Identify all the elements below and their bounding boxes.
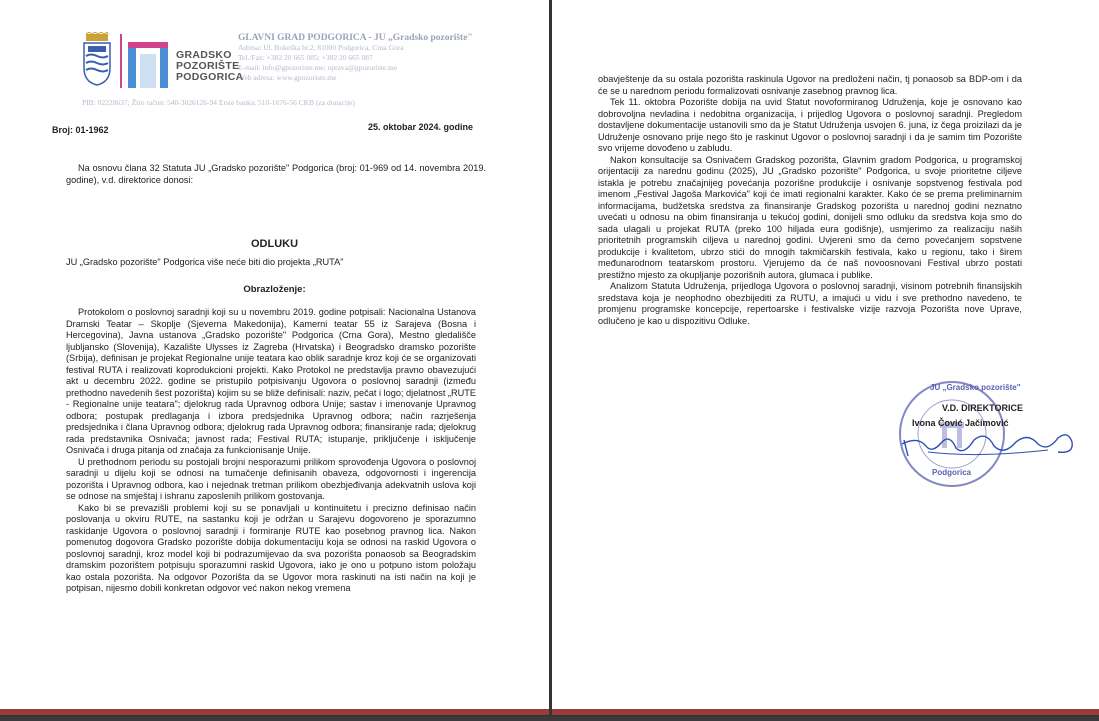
paragraph: Analizom Statuta Udruženja, prijedloga Ugovora o poslovnoj saradnji, visinom potrebnih finansijskih sredstava koja je neophodno obezbijediti za RUTU, a imajući u vidu i sve prethodno navedeno, te promjenu programske koncepcije, repertoarske i festivalske vizije razvoja Pozorišta nove Uprave, odlučeno je kao u dispozitivu Odluke. <box>598 281 1022 326</box>
stamp-bottom-text: Podgorica <box>932 468 972 477</box>
paragraph: Tek 11. oktobra Pozorište dobija na uvid Statut novoformiranog Udruženja, koje je osnovano kao dobrovoljna nevladina i nedobitna organizacija, i prijedlog Ugovora o poslovnoj saradnji. Pregledom dostavljene dokumentacije ustanovili smo da je Statut Udruženja usvojen 6. juna, iz čega proizilazi da je Udruženje osnovano prije nego što je raskinut Ugovor o poslovnoj saradnji i da je samim tim Pozorište svo vrijeme dovođeno u zabludu. <box>598 97 1022 153</box>
paragraph: obavještenje da su ostala pozorišta raskinula Ugovor na predloženi način, tj ponaosob sa BDP-om i da će se u narednom periodu formalizovati osnivanje zasebnog pravnog lica. <box>598 74 1022 96</box>
signatory-name: Ivona Čović Jačimović <box>912 418 1009 428</box>
letterhead-web: Web adresa: www.gpozoriste.me <box>238 73 337 82</box>
page2-body <box>598 74 1022 327</box>
letterhead-bank: PIB: 02228637; Žiro račun: 540-3026126-94 Erste banka; 510-1676-56 CKB (za donacije) <box>82 98 355 107</box>
letterhead-info <box>238 33 528 83</box>
page-title: ODLUKU <box>250 238 299 250</box>
intro-text: Na osnovu člana 32 Statuta JU „Gradsko pozorište" Podgorica (broj: 01-969 od 14. novembra 2019. godine), v.d. direktorice donosi: <box>66 163 486 185</box>
paragraph: Protokolom o poslovnoj saradnji koji su u novembru 2019. godine potpisali: Nacionalna Ustanova Dramski Teatar – Skoplje (Sjeverna Makedonija), Kamerni teatar 55 iz Sarajeva (Bosna i Hercegovina), Javna ustanova „Gradsko pozorište" Podgorica (Crna Gora), Mestno gledališče ljubljansko (Slovenija), Kazalište Ulysses iz Zagreba (Hrvatska) i Beogradsko dramsko pozorište (Srbija), definisan je projekat Regionalne unije teatara kao oblik saradnje kroz koji će se organizovati festival RUTA i realizovati koprodukcioni projekti. Kako Protokol ne predstavlja pravno obavezujući akt u decembru 2022. godine se pristupilo potpisivanju Ugovora o poslovnoj saradnji (između prethodno navedenih šest pozorišta) kojim su se bliže definisali: naziv, pečat i logo; djelatnost „RUTE - Regionalne unije teatara"; djelokrug rada Upravnog odbora Unije; sastav i imenovanje Upravnog odbora; postupak predlaganja i izbora predsjednika Upravnog odbora; način razrješenja predsjednika i člana Upravnog odbora; djelokrug rada Upravnog odbora; finansiranje rada; djelokrug rada predstavnika Osnivača; javnost rada; Festival RUTA; istupanje, priključenje i isključenje Osnivača i druga pitanja od značaja za funkcionisanje Unije. <box>66 307 476 455</box>
letterhead-org: GLAVNI GRAD PODGORICA - JU „Gradsko pozorište" <box>238 33 473 43</box>
logo-line-1: GRADSKO <box>176 49 232 61</box>
paragraph: U prethodnom periodu su postojali brojni nesporazumi prilikom sprovođenja Ugovora o poslovnoj saradnji u dijelu koji se odnosi na tumačenje definisanih obaveza, odgovornosti i ingerencija pozorišta i Upravnog odbora, kao i nejednak tretman prilikom obezbjeđivanja adekvatnih uslova koji se odnose na smještaj i ishranu zaposlenih prilikom gostovanja. <box>66 456 476 501</box>
signatory-title: V.D. DIREKTORICE <box>942 403 1024 413</box>
paragraph: Nakon konsultacije sa Osnivačem Gradskog pozorišta, Glavnim gradom Podgorica, u programskoj orijentaciji za narednu godinu (2025), JU „Gradsko pozorište" Podgorica, u svoje prioritetne ciljeve istakla je potrebu značajnijeg povećanja pozorišne produkcije i osnivanje sopstvenog festivala pod imenom „Festival Jagoša Markovića" koji će imati regionalni karakter. Kako će se prema preliminarnim informacijama, budžetska sredstva za finansiranje Gradskog pozorišta u narednoj godini neznatno uvećati u odnosu na obim finansiranja u tekućoj godini, donijeli smo odluku da sredstva koja smo do sada ulagali u projekat RUTA (preko 100 hiljada eura godišnje), usmjerimo za realizaciju naših prioritetnih programskih ciljeva u narednoj godini. Uvjereni smo da ćemo povećanjem sopstvene produkcije i kvalitetom, ubrzo stići do mnogih takmičarskih festivala, kako u regionu, tako i širem međunarodnom teatarskom prostoru. Vjerujemo da će naš novoosnovani Festival ubrzo postati prestižno mjesto za okupljanje pozorišnih autora, glumaca i publike. <box>598 154 1022 280</box>
page-bottom-edge <box>0 709 549 715</box>
page1-body <box>66 307 476 595</box>
logo-line-3: PODGORICA <box>176 71 244 83</box>
letterhead-phone: Tel./Fax: +382 20 665 085; +382 20 665 087 <box>238 53 373 62</box>
city-crest-icon <box>82 32 112 86</box>
letterhead-email: E-mail: info@gpozoriste.me; uprava@gpozoriste.me <box>238 63 398 72</box>
logo-line-2: POZORIŠTE <box>176 60 240 72</box>
document-number: Broj: 01-1962 <box>52 125 109 135</box>
document-date: 25. oktobar 2024. godine <box>368 122 474 132</box>
logo-wordmark <box>176 50 243 83</box>
section-subtitle: Obrazloženje: <box>243 284 306 295</box>
paragraph: Kako bi se prevazišli problemi koji su se ponavljali u kontinuitetu i precizno definisao način poslovanja u okviru RUTE, na sastanku koji je održan u Sarajevu dogovoreno je sporazumno raskidanje Ugovora o poslovnoj saradnji i formiranje RUTE kao posebnog pravnog lica. Nakon pomenutog dogovora Gradsko pozorište dobija dokumentaciju koja se odnosi na raskid Ugovora o poslovnoj saradnji, kroz model koji bi podrazumijevao da sva pozorišta ponaosob sa Beogradskim dramskim pozorištem potpisuju sporazumni raskid Ugovora, iako je ono u potpuno istom položaju kao ostala pozorišta. Na odgovor Pozorišta da se Ugovor mora raskinuti na isti način na koji je potpisan, nijesmo dobili konkretan odgovor već nakon nekog vremena <box>66 502 476 593</box>
intro-paragraph <box>66 163 486 186</box>
gradsko-pozoriste-logo-icon <box>120 34 172 88</box>
decision-text: JU „Gradsko pozorište" Podgorica više neće biti dio projekta „RUTA" <box>66 257 344 267</box>
decision-paragraph <box>66 257 486 269</box>
stamp-top-text: JU „Gradsko pozorište" <box>930 383 1021 392</box>
handwritten-signature <box>898 422 1078 462</box>
page-bottom-edge <box>552 709 1099 715</box>
letterhead-address: Adresa: Ul. Bokeška br.2, 81000 Podgorica, Crna Gora <box>238 43 404 52</box>
